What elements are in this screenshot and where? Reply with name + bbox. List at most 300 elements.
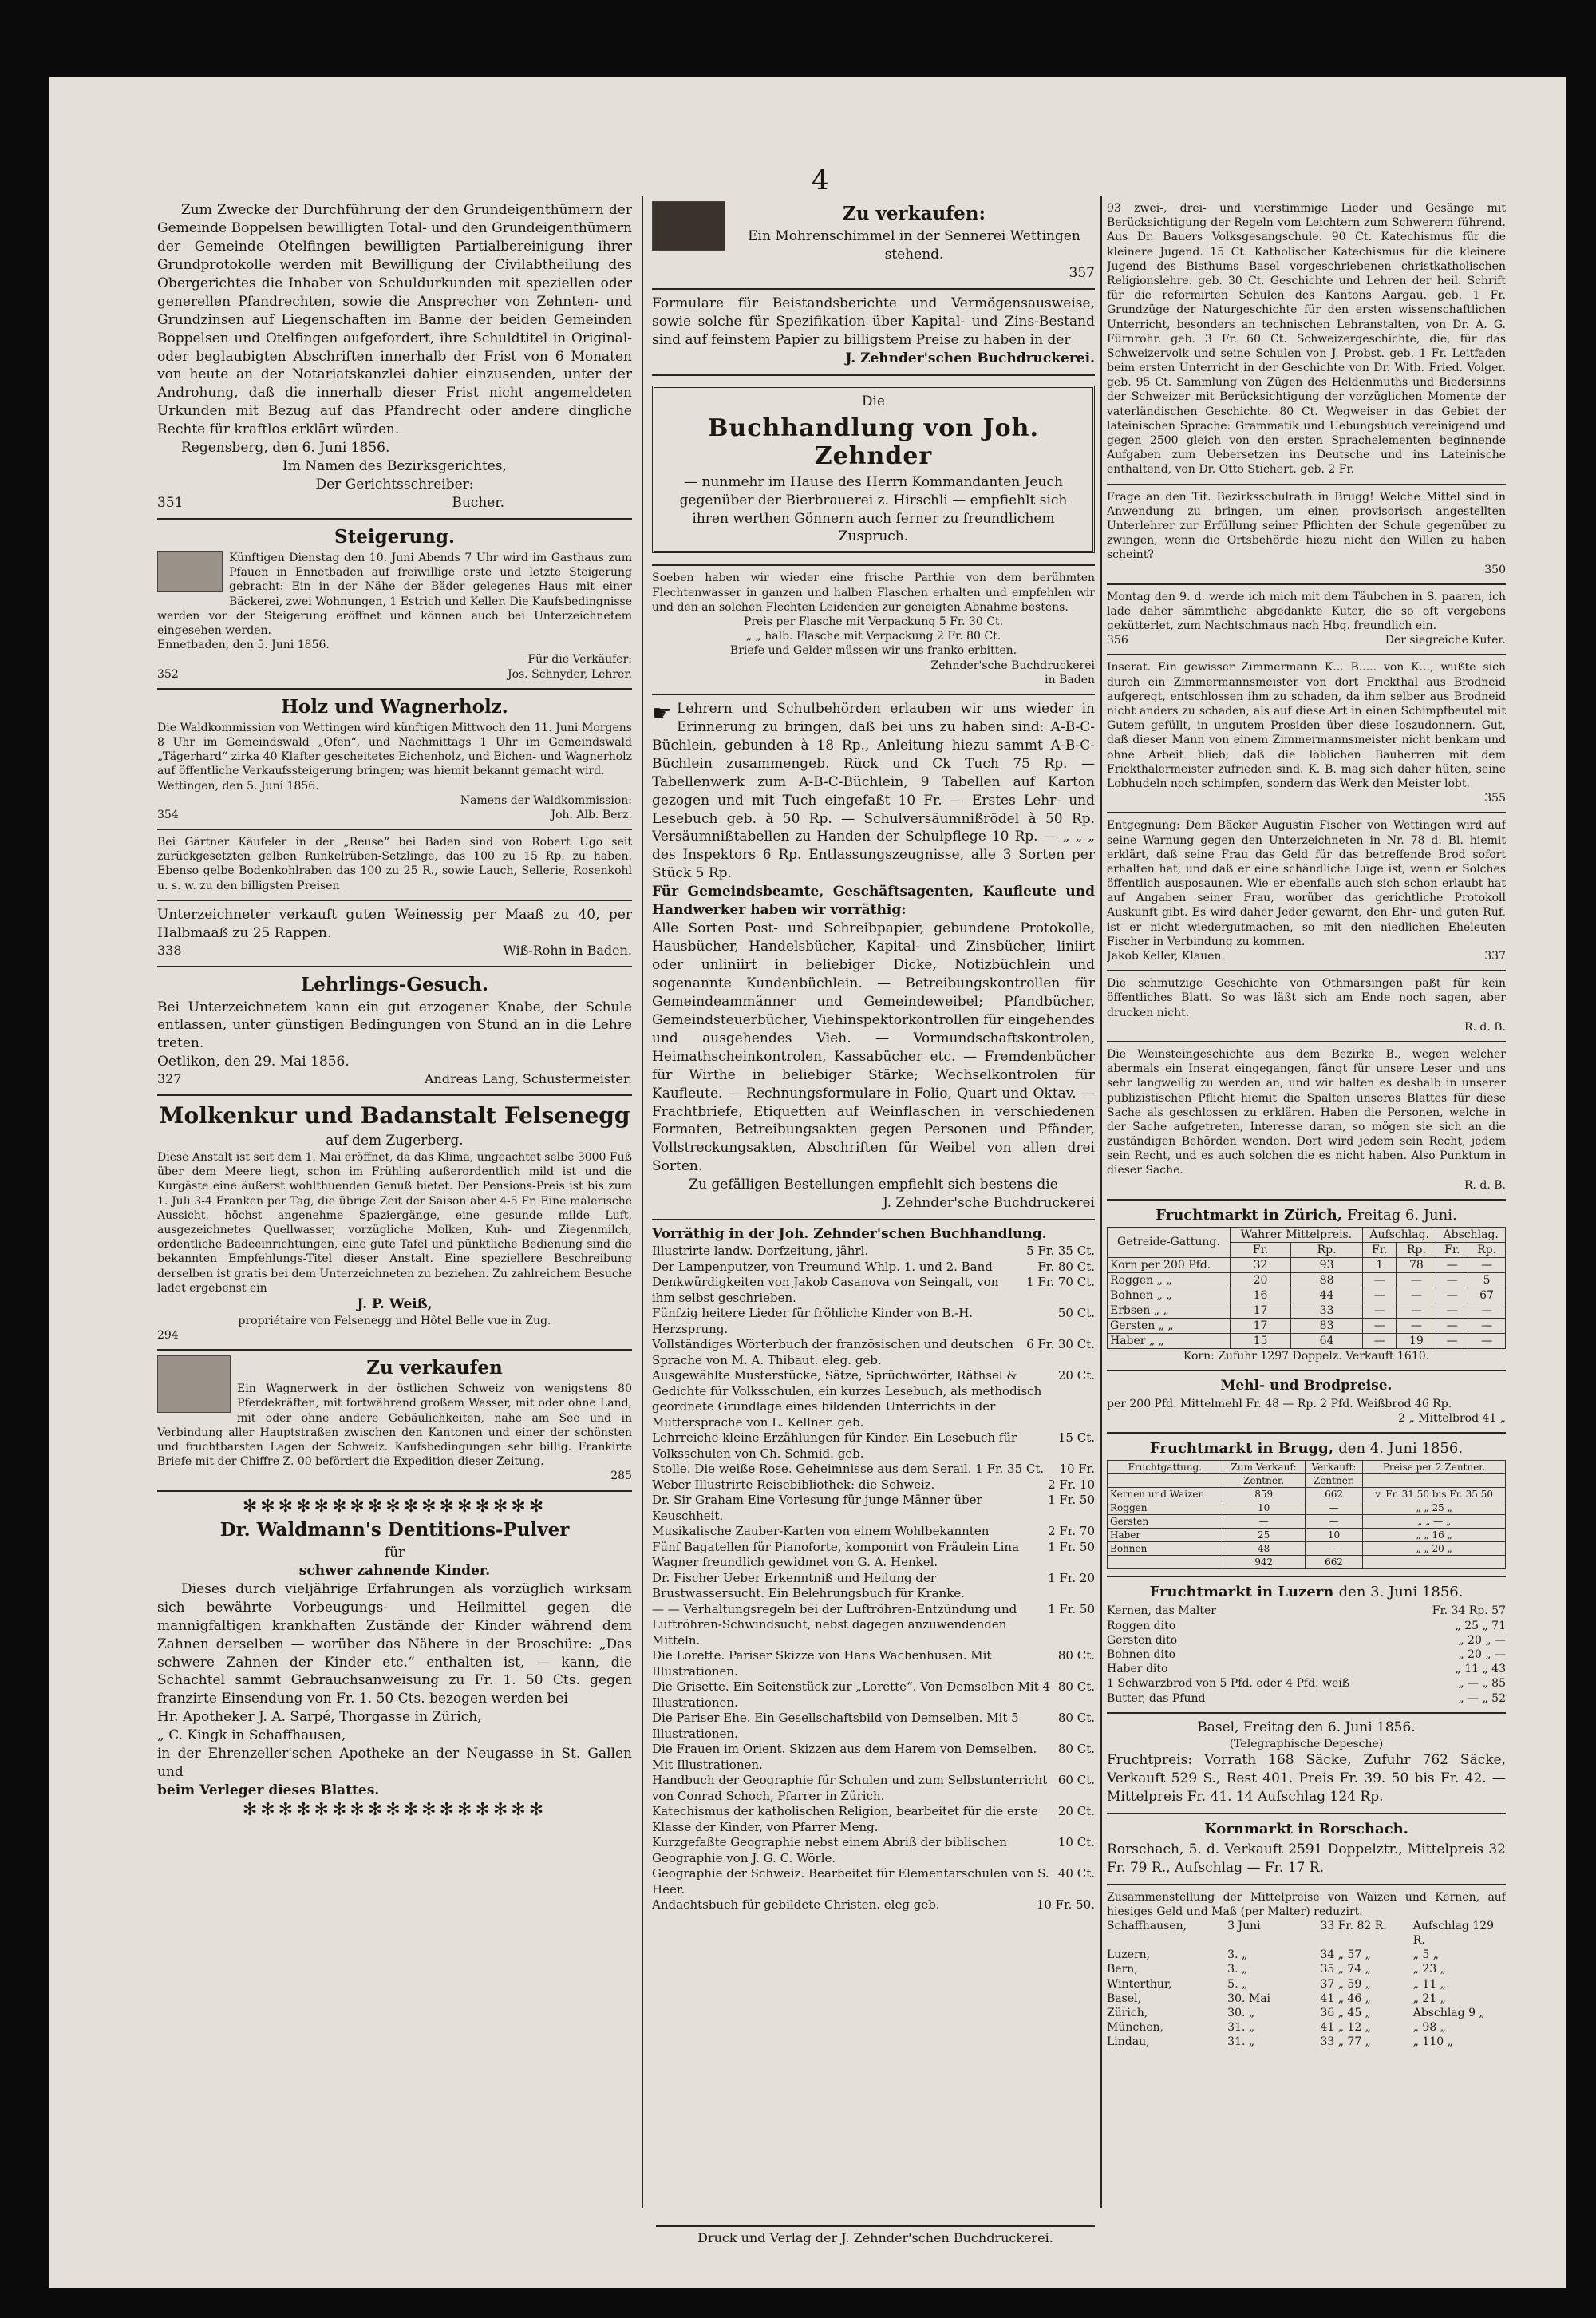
pointing-hand-icon: ☛ (652, 699, 673, 726)
book-title: Fünfzig heitere Lieder für fröhliche Kinder von B.-H. Herzsprung. (652, 1306, 974, 1336)
zusammen-cell: 41 „ 46 „ (1320, 1992, 1371, 2005)
holz-for: Namens der Waldkommission: (460, 793, 632, 807)
zuerich-cell: — (1396, 1272, 1436, 1288)
luzern-item: Bohnen dito (1107, 1648, 1175, 1661)
zusammen-row (1107, 1977, 1506, 1992)
luzern-row (1107, 1648, 1506, 1662)
zuerich-row (1108, 1333, 1506, 1348)
verkaufen-text: Ein Wagnerwerk in der östlichen Schweiz von wenigstens 80 Pferdekräften, mit fortwährend großem Wasser, mit oder ohne Land, mit oder ohne andere Gebäulichkeiten, nahe am See und in Verbindung aller Hauptstraßen zwischen den Kantonen und einer der schönsten und fruchtbarsten Lagen der Schweiz. Kaufsbedingungen sehr billig. Frankirte Briefe mit der Chiffre Z. 00 befördert die Expedition dieser Zeitung. (157, 1382, 632, 1469)
book-price: 2 Fr. 70 (1048, 1524, 1095, 1539)
holz-date: Wettingen, den 5. Juni 1856. (157, 779, 319, 793)
book-price: 80 Ct. (1057, 1711, 1095, 1726)
zusammen-cell: 41 „ 12 „ (1320, 2021, 1371, 2035)
essig-number: 338 (157, 942, 182, 958)
luzern-item: Haber dito (1107, 1663, 1168, 1676)
zusammen-cell: „ 110 „ (1412, 2035, 1453, 2049)
mehl-line1: per 200 Pfd. Mittelmehl Fr. 48 — Rp. 2 Pfd. Weißbrod 46 Rp. (1107, 1398, 1452, 1410)
brugg-cell: 25 (1223, 1529, 1305, 1542)
ad-entgegnung (1107, 813, 1506, 971)
zuerich-cell: — (1468, 1333, 1506, 1348)
luzern-item: Roggen dito (1107, 1619, 1176, 1632)
zusammen-cell: „ 98 „ (1412, 2021, 1446, 2035)
brugg-header-1: Zum Verkauf: (1223, 1461, 1305, 1474)
zusammen-cell: 3 Juni (1227, 1919, 1261, 1932)
ad-frage (1107, 485, 1506, 585)
basel-text: Fruchtpreis: Vorrath 168 Säcke, Zufuhr 762 Säcke, Verkauft 529 S., Rest 401. Preis Fr. 39. 50 bis Fr. 42. — Mittelpreis Fr. 41. 14 Aufschlag 124 Rp. (1107, 1751, 1506, 1805)
zuerich-cell: — (1436, 1333, 1468, 1348)
zuerich-zufuhr: Korn: Zufuhr 1297 Doppelz. Verkauft 1610. (1183, 1349, 1430, 1363)
zuerich-row (1108, 1288, 1506, 1303)
book-title: Illustrirte landw. Dorfzeitung, jährl. (652, 1244, 869, 1259)
book-item (652, 1430, 1095, 1462)
basel-sub: (Telegraphische Depesche) (1229, 1737, 1384, 1750)
weinstein-text: Die Weinsteingeschichte aus dem Bezirke B., wegen welcher abermals ein Inserat eingegangen, fängt für unsere Leser und uns sehr langweilig zu werden an, und wir halten es deshalb in unserer publizistischen Pflicht hiemit die Spalten unseres Blattes für diese Sache als geschlossen zu erklären. Haben die Personen, welche in der Sache aufgetreten, Interesse daran, so mögen sie sich an die zuständigen Behörden wenden. Dort wird jedem sein Recht, jedem sein Recht, und es auch solchen die es nicht haben. Also Punktum in dieser Sache. (1107, 1047, 1506, 1177)
mehl-line2: 2 „ Mittelbrod 41 „ (1398, 1412, 1506, 1426)
zusammen-cell: Zürich, (1107, 2007, 1148, 2019)
book-title: Kurzgefaßte Geographie nebst einem Abriß der biblischen Geographie von J. G. C. Wörle. (652, 1835, 1007, 1865)
flechten-text: Soeben haben wir wieder eine frische Parthie von dem berühmten Flechtenwasser in ganzen und halben Flaschen erhalten und empfehlen wir und den an solchen Flechten Leidenden zur geneigten Abnahme bestens. (652, 572, 1095, 614)
montag-text: Montag den 9. d. werde ich mich mit dem Täubchen in S. paaren, ich lade daher sämmtliche abgedankte Kuter, die so oft vergebens gekütterlet, zum Nachtschmaus nach Hbg. freundlich ein. (1107, 590, 1506, 633)
zuerich-row (1108, 1318, 1506, 1333)
verkaufen-title: Zu verkaufen (366, 1357, 503, 1379)
zuerich-subheader: Fr. (1436, 1242, 1468, 1257)
brugg-cell: 48 (1223, 1542, 1305, 1556)
zuerich-header-3: Abschlag. (1436, 1227, 1506, 1242)
brugg-cell: Haber (1108, 1529, 1223, 1542)
zuerich-cell: 83 (1291, 1318, 1363, 1333)
book-title: Musikalische Zauber-Karten von einem Wohlbekannten (652, 1524, 990, 1539)
molken-text: Diese Anstalt ist seit dem 1. Mai eröffnet, da das Klima, ungeachtet selbe 3000 Fuß über dem Meere liegt, schon im Frühling außerordentlich mild ist und die Kurgäste eine äußerst wohlthuenden Genuß bietet. Der Pensions-Preis ist bis zum 1. Juli 3-4 Franken per Tag, die übrige Zeit der Saison aber 4-5 Fr. Eine malerische Aussicht, höchst angenehme Spaziergänge, eine gesunde milde Luft, ausgezeichnetes Quellwasser, vorzügliche Molken, Kuh- und Ziegenmilch, ordentliche Badeeinrichtungen, eine gute Tafel und pünktliche Bedienung sind die bekannten Empfehlungs-Titel dieser Anstalt. Eine speziellere Beschreibung derselben ist gratis bei dem Unterzeichneten zu beziehen. Zu zahlreichem Besuche ladet ergebenst ein (157, 1151, 632, 1295)
zuerich-cell: — (1468, 1318, 1506, 1333)
zusammen-cell: 33 „ 77 „ (1320, 2035, 1371, 2049)
holz-number: 354 (157, 808, 179, 821)
zuerich-subheader: Rp. (1396, 1242, 1436, 1257)
brugg-date: den 4. Juni 1856. (1338, 1440, 1464, 1458)
zuerich-cell: — (1468, 1257, 1506, 1272)
zuerich-date: Freitag 6. Juni. (1347, 1206, 1457, 1224)
brugg-total: 662 (1305, 1556, 1363, 1569)
ornament-row-top: ✻✻✻✻✻✻✻✻✻✻✻✻✻✻✻✻✻ (242, 1496, 547, 1517)
book-item (652, 1462, 1095, 1477)
book-price: 50 Ct. (1057, 1306, 1095, 1321)
brugg-cell: „ „ — „ (1363, 1515, 1506, 1529)
molken-signer: J. P. Weiß, (357, 1295, 433, 1312)
zuerich-cell: Roggen „ „ (1108, 1272, 1231, 1288)
book-notices-text: 93 zwei-, drei- und vierstimmige Lieder und Gesänge mit Berücksichtigung der Regeln vom Leichtern zum Schwerern führend. Aus Dr. Bauers Volksgesangschule. 90 Ct. Katechismus für die kleinere Jugend. 15 Ct. Katholischer Katechismus für die kleinere Jugend des Bisthums Basel vorgeschriebenen christkatholischen Religionslehre. geb. 30 Ct. Geschichte und Lehren der heil. Schrift für die reformirten Schulen des Kantons Aargau. geb. 1 Fr. Grundzüge der Naturgeschichte für den ersten wissenschaftlichen Unterricht, besonders an technischen Lehranstalten, von Dr. A. G. Fürnrohr. geb. 3 Fr. 60 Ct. Schweizergeschichte, die, für das Schweizervolk und seine Schulen von J. Probst. geb. 1 Fr. Leitfaden beim ersten Unterricht in der Geschichte von Dr. With. Fried. Volger. geb. 95 Ct. Sammlung von Zügen des Heldenmuths und Biedersinns der Schweizer mit Berücksichtigung der vorzüglichen Momente der vaterländischen Geschichte. 80 Ct. Wegweiser in das Gebiet der lateinischen Sprache: Grammatik und Uebungsbuch vereinigend und gegen 2500 gleich von den ersten Sprachelementen beginnende Aufgaben zum Uebersetzen ins Deutsche und ins Lateinische enthaltend, von Dr. Otto Stichert. geb. 2 Fr. (1107, 202, 1506, 477)
book-item (652, 1540, 1095, 1571)
zusammen-row (1107, 1919, 1506, 1948)
zuerich-cell: 16 (1230, 1288, 1290, 1303)
zuerich-header-2: Aufschlag. (1362, 1227, 1436, 1242)
book-title: Die Lorette. Pariser Skizze von Hans Wachenhusen. Mit Illustrationen. (652, 1648, 992, 1679)
book-price: 1 Fr. 70 Ct. (1026, 1275, 1095, 1290)
book-title: Dr. Fischer Ueber Erkenntniß und Heilung der Brustwassersucht. Ein Belehrungsbuch für Kranke. (652, 1570, 965, 1601)
horse-title: Zu verkaufen: (843, 203, 986, 224)
zusammen-cell: 33 Fr. 82 R. (1320, 1919, 1387, 1932)
column-rule-left (642, 196, 643, 2208)
zuerich-cell: — (1362, 1318, 1396, 1333)
luzern-row (1107, 1604, 1506, 1618)
zuerich-cell: 64 (1291, 1333, 1363, 1348)
zuerich-cell: Haber „ „ (1108, 1333, 1231, 1348)
zusammen-row (1107, 1962, 1506, 1976)
buchhandlung-die: Die (861, 393, 886, 409)
book-list (652, 1244, 1095, 1913)
zuerich-cell: — (1362, 1288, 1396, 1303)
waldmann-dealer-2: „ C. Kingk in Schaffhausen, (157, 1727, 346, 1744)
notice-sig2: Der Gerichtsschreiber: (315, 477, 474, 493)
book-price: 5 Fr. 35 Ct. (1026, 1244, 1095, 1259)
zusammen-cell: 3. „ (1227, 1948, 1248, 1962)
book-price: 6 Fr. 30 Ct. (1026, 1337, 1095, 1352)
zusammen-cell: Winterthur, (1107, 1977, 1172, 1991)
ornament-row-bottom: ✻✻✻✻✻✻✻✻✻✻✻✻✻✻✻✻✻ (242, 1800, 547, 1821)
brugg-subheader: Zentner. (1223, 1474, 1305, 1488)
zuerich-cell: — (1436, 1288, 1468, 1303)
luzern-price: „ — „ 85 (1458, 1677, 1506, 1691)
brugg-cell: Roggen (1108, 1501, 1223, 1515)
luzern-price: Fr. 34 Rp. 57 (1432, 1604, 1506, 1618)
zuerich-cell: Gersten „ „ (1108, 1318, 1231, 1333)
book-item (652, 1835, 1095, 1866)
zuerich-cell: — (1468, 1303, 1506, 1318)
ad-weinstein (1107, 1042, 1506, 1201)
zusammen-row (1107, 2035, 1506, 2049)
buchhandlung-title: Buchhandlung von Joh. Zehnder (708, 413, 1039, 470)
brugg-cell: Bohnen (1108, 1542, 1223, 1556)
brugg-total-blank (1363, 1556, 1506, 1569)
book-price: 1 Fr. 50 (1048, 1601, 1095, 1616)
book-title: — — Verhaltungsregeln bei der Luftröhren-Entzündung und Luftröhren-Schwindsucht, nebst dagegen anzuwendenden Mitteln. (652, 1601, 1017, 1648)
book-title: Andachtsbuch für gebildete Christen. eleg geb. (652, 1897, 940, 1913)
book-price: 10 Ct. (1057, 1835, 1095, 1850)
book-title: Weber Illustrirte Reisebibliothek: die Schweiz. (652, 1477, 935, 1492)
zuerich-cell: 19 (1396, 1333, 1436, 1348)
book-item (652, 1493, 1095, 1524)
flechten-signer: Zehnder'sche Buchdruckerei (930, 659, 1095, 672)
brugg-subheader: Zentner. (1305, 1474, 1363, 1488)
lehrling-signer: Andreas Lang, Schustermeister. (424, 1071, 632, 1087)
book-title: Stolle. Die weiße Rose. Geheimnisse aus dem Serail. 1 Fr. 35 Ct. (652, 1462, 1045, 1477)
book-item (652, 1244, 1095, 1260)
zusammen-row (1107, 2006, 1506, 2020)
brugg-cell: 10 (1223, 1501, 1305, 1515)
ad-molkenkur (157, 1096, 632, 1351)
column-1 (157, 196, 632, 1827)
notice-grundprotokolle (157, 196, 632, 520)
schmutzige-signer: R. d. B. (1464, 1020, 1506, 1034)
zuerich-subheader: Rp. (1291, 1242, 1363, 1257)
market-basel (1107, 1714, 1506, 1814)
book-title: Der Lampenputzer, von Treumund Whlp. 1. und 2. Band (652, 1259, 993, 1274)
book-price: 80 Ct. (1057, 1679, 1095, 1695)
book-item (652, 1306, 1095, 1337)
zusammen-cell: 31. „ (1227, 2035, 1255, 2049)
entgegnung-signer: Jakob Keller, Klauen. (1107, 950, 1225, 963)
book-title: Denkwürdigkeiten von Jakob Casanova von Seingalt, von ihm selbst geschrieben. (652, 1275, 999, 1305)
luzern-list (1107, 1604, 1506, 1705)
luzern-row (1107, 1676, 1506, 1691)
book-price: 1 Fr. 50 (1048, 1493, 1095, 1508)
book-title: Vollständiges Wörterbuch der französischen und deutschen Sprache von M. A. Thibaut. eleg. geb. (652, 1337, 1013, 1367)
book-item (652, 1260, 1095, 1276)
book-title: Geographie der Schweiz. Bearbeitet für Elementarschulen von S. Heer. (652, 1866, 1049, 1897)
flechten-price1: Preis per Flasche mit Verpackung 5 Fr. 30 Ct. (743, 615, 1004, 628)
zuerich-cell: 32 (1230, 1257, 1290, 1272)
entgegnung-text: Entgegnung: Dem Bäcker Augustin Fischer von Wettingen wird auf seine Warnung gegen den Unterzeichneten in Nr. 78 d. Bl. hiemit erklärt, daß seine Frau das Geld für das betreffende Brod sofort erhalten hat, und daß er eine schändliche Lüge ist, wenn er Solches öffentlich ausposaunen. Wie er ebenfalls auch sich schon erlaubt hat auf Angaben seiner Frau, worüber das gerichtliche Protokoll Auskunft gibt. Es wird daher Jeder gewarnt, den Ehr- und guten Ruf, ist er nicht wiedergutmachen, so mit den niedlichen Eheleuten Fischer in Verbindung zu kommen. (1107, 819, 1506, 948)
brugg-row (1108, 1501, 1506, 1515)
zusammen-cell: 30. Mai (1227, 1992, 1271, 2005)
waldmann-for: für (384, 1544, 405, 1560)
ad-montag (1107, 585, 1506, 656)
zusammen-cell: 34 „ 57 „ (1320, 1948, 1371, 1962)
zuerich-cell: — (1396, 1303, 1436, 1318)
zuerich-row (1108, 1272, 1506, 1288)
book-title: Die Pariser Ehe. Ein Gesellschaftsbild von Demselben. Mit 5 Illustrationen. (652, 1711, 1019, 1741)
brugg-subheader-blank (1363, 1474, 1506, 1488)
zusammen-cell: Bern, (1107, 1963, 1138, 1976)
waldmann-dealer-3: in der Ehrenzeller'schen Apotheke an der Neugasse in St. Gallen und (157, 1746, 632, 1781)
brugg-cell: — (1305, 1542, 1363, 1556)
mehl-title: Mehl- und Brodpreise. (1220, 1378, 1393, 1394)
luzern-item: Gersten dito (1107, 1633, 1178, 1647)
zuerich-subheader: Fr. (1362, 1242, 1396, 1257)
flechten-place: in Baden (1045, 673, 1095, 686)
book-title: Die Grisette. Ein Seitenstück zur „Lorette“. Von Demselben Mit 4 Illustrationen. (652, 1679, 1051, 1710)
column-3 (1107, 196, 1506, 2056)
newspaper-page (49, 77, 1566, 2288)
zusammen-cell: 31. „ (1227, 2021, 1255, 2035)
holz-text: Die Waldkommission von Wettingen wird künftigen Mittwoch den 11. Juni Morgens 8 Uhr im Gemeindswald „Ofen“, und Nachmittags 1 Uhr im Gemeindswald „Tägerhard“ zirka 40 Klafter gescheitetes Eichenholz, und Eichen- und Wagnerholz auf öffentliche Verkaufssteigerung bringen; was hiemit bekannt gemacht wird. (157, 721, 632, 778)
ad-weinessig (157, 901, 632, 967)
book-price: 2 Fr. 10 (1048, 1477, 1095, 1492)
basel-title: Basel, Freitag den 6. Juni 1856. (1197, 1719, 1416, 1735)
waldmann-text: Dieses durch vieljährige Erfahrungen als vorzüglich wirksam sich bewährte Vorbeugungs- und Heilmittel gegen die mannigfaltigen krankhaften Zustände der Kinder während dem Zahnen derselben — worüber das Nähere in der Broschüre: „Das schwere Zahnen der Kinder etc.“ enthalten ist, — kann, die Schachtel sammt Gebrauchsanweisung zu Fr. 1. 50 Cts. gegen franzirte Einsendung von Fr. 1. 50 Cts. bezogen werden bei (157, 1580, 632, 1707)
brugg-cell: Kernen und Waizen (1108, 1488, 1223, 1501)
zuerich-cell: — (1396, 1288, 1436, 1303)
brugg-cell: „ „ 16 „ (1363, 1529, 1506, 1542)
house-icon (157, 551, 223, 592)
zuerich-header-0: Getreide-Gattung. (1108, 1227, 1231, 1257)
inserat-text: Inserat. Ein gewisser Zimmermann K... B..... von K..., wußte sich durch ein Zimmermannsmeister von dort Frickthal aus Brodneid aufgeregt, entschlossen ihm zu schaden, da ihm selber aus Brodneid nicht anders zu schaden, als auf diese Art in einen Schimpfbeutel mit Gutem gefüllt, in ungutem Prosiden über diese Ioszudonnern. Gut, daß dieser Mann von einem Zimmermannsmeister nicht benkam und ohne Arbeit blieb; daß die löblichen Bauherren mit dem Frickthalermeister zufrieden sind. K. B. mag sich daher hüten, seine Lobhudeln noch schimpfen, sondern das Werk den Meister lobt. (1107, 661, 1506, 790)
brugg-header-2: Verkauft: (1305, 1461, 1363, 1474)
horse-number: 357 (1069, 264, 1095, 281)
zuerich-cell: 15 (1230, 1333, 1290, 1348)
weinstein-signer: R. d. B. (1464, 1178, 1506, 1192)
zuerich-row (1108, 1303, 1506, 1318)
gaertner-text: Bei Gärtner Käufeler in der „Reuse“ bei Baden sind von Robert Ugo seit zurückgesetzten gelben Runkelrüben-Setzlinge, das 100 zu 15 Rp. zu haben. Ebenso gelbe Bodenkohlraben das 100 zu 25 R., sowie Lauch, Sellerie, Rosenkohl u. s. w. zu den billigsten Preisen (157, 836, 632, 892)
zuerich-cell: — (1362, 1272, 1396, 1288)
market-luzern (1107, 1577, 1506, 1713)
zuerich-subheader: Fr. (1230, 1242, 1290, 1257)
book-item (652, 1524, 1095, 1540)
brugg-cell: — (1305, 1501, 1363, 1515)
ad-gaertner (157, 830, 632, 901)
zusammen-cell: Schaffhausen, (1107, 1919, 1187, 1932)
luzern-price: „ 20 „ — (1458, 1648, 1506, 1661)
steigerung-for: Für die Verkäufer: (527, 653, 632, 667)
printer-footer: Druck und Verlag der J. Zehnder'schen Buchdruckerei. (656, 2225, 1095, 2245)
book-title: Die Frauen im Orient. Skizzen aus dem Harem von Demselben. Mit Illustrationen. (652, 1742, 1037, 1772)
book-item (652, 1742, 1095, 1773)
notice-date: Regensberg, den 6. Juni 1856. (181, 440, 390, 457)
book-price: 1 Fr. 50 (1048, 1539, 1095, 1554)
horse-icon (652, 201, 725, 251)
ad-flechtenwasser (652, 566, 1095, 695)
zusammen-title: Zusammenstellung der Mittelpreise von Waizen und Kernen, auf hiesiges Geld und Maß (per Malter) reduzirt. (1107, 1890, 1506, 1918)
rorschach-text: Rorschach, 5. d. Verkauft 2591 Doppelztr., Mittelpreis 32 Fr. 79 R., Aufschlag — Fr. 17 R. (1107, 1841, 1506, 1876)
holz-title: Holz und Wagnerholz. (281, 695, 508, 718)
buchhandlung-frame (652, 386, 1095, 554)
ad-horse (652, 196, 1095, 290)
luzern-row (1107, 1633, 1506, 1648)
lehrern-text: Lehrern und Schulbehörden erlauben wir uns wieder in Erinnerung zu bringen, daß bei uns zu haben sind: A-B-C-Büchlein, gebunden à 18 Rp., Anleitung hiezu sammt A-B-C-Büchlein zusammengeb. Rück und Ck Tuch 75 Rp. — Tabellenwerk zum A-B-C-Büchlein, 9 Tabellen auf Karton gezogen und mit Tuch eingefaßt 10 Fr. — Erstes Lehr- und Lesebuch geb. à 50 Rp. — Schulversäumnißrödel à 50 Rp. Versäumnißtabellen zu Handen der Schulpflege 10 Rp. — „ „ „ des Inspektors 6 Rp. Entlassungszeugnisse, alle 3 Sorten per Stück 5 Rp. (652, 700, 1095, 882)
zusammen-cell: 3. „ (1227, 1963, 1248, 1976)
molken-number: 294 (157, 1329, 179, 1342)
brugg-totals-row (1108, 1556, 1506, 1569)
ad-holz (157, 690, 632, 830)
book-title: Handbuch der Geographie für Schulen und zum Selbstunterricht von Conrad Schoch, Pfarrer in Zürich. (652, 1773, 1048, 1803)
ad-lehrern (652, 695, 1095, 1220)
brugg-cell: — (1223, 1515, 1305, 1529)
vorraethig-intro: Vorräthig in der Joh. Zehnder'schen Buchhandlung. (652, 1226, 1047, 1243)
book-title: Lehrreiche kleine Erzählungen für Kinder. Ein Lesebuch für Volksschulen von Ch. Schmid. geb. (652, 1430, 1017, 1461)
book-price: 20 Ct. (1057, 1368, 1095, 1383)
entgegnung-number: 337 (1484, 950, 1506, 963)
luzern-row (1107, 1619, 1506, 1633)
zusammen-row (1107, 1948, 1506, 1962)
brugg-subheader-blank (1108, 1474, 1223, 1488)
brugg-row (1108, 1542, 1506, 1556)
luzern-price: „ 20 „ — (1458, 1633, 1506, 1647)
zusammen-row (1107, 2020, 1506, 2035)
brugg-total: 942 (1223, 1556, 1305, 1569)
book-price: 80 Ct. (1057, 1648, 1095, 1663)
ad-waldmann (157, 1492, 632, 1828)
lehrern-signer: J. Zehnder'sche Buchdruckerei (883, 1195, 1095, 1212)
luzern-item: Butter, das Pfund (1107, 1691, 1206, 1705)
book-item (652, 1337, 1095, 1368)
factory-icon (157, 1355, 231, 1413)
book-item (652, 1602, 1095, 1649)
lehrern-bold: Für Gemeindsbeamte, Geschäftsagenten, Kaufleute und Handwerker haben wir vorräthig: (652, 884, 1095, 919)
ad-buchhandlung (652, 376, 1095, 567)
horse-text: Ein Mohrenschimmel in der Sennerei Wettingen stehend. (748, 228, 1080, 263)
brugg-header-3: Preise per 2 Zentner. (1363, 1461, 1506, 1474)
zuerich-cell: 33 (1291, 1303, 1363, 1318)
brugg-table (1107, 1460, 1506, 1569)
lehrern-closing: Zu gefälligen Bestellungen empfiehlt sich bestens die (689, 1177, 1058, 1193)
brugg-cell: Gersten (1108, 1515, 1223, 1529)
zuerich-header-1: Wahrer Mittelpreis. (1230, 1227, 1362, 1242)
molken-title: Molkenkur und Badanstalt Felsenegg (159, 1102, 630, 1129)
book-title: Ausgewählte Musterstücke, Sätze, Sprüchwörter, Räthsel & Gedichte für Volksschulen, ein kurzes Lesebuch, als methodisch geordnete Grundlage eines bildenden Unterrichts in der Muttersprache von L. Kellner. geb. (652, 1368, 1042, 1430)
zuerich-cell: Erbsen „ „ (1108, 1303, 1231, 1318)
zuerich-cell: 67 (1468, 1288, 1506, 1303)
steigerung-date: Ennetbaden, den 5. Juni 1856. (157, 639, 330, 652)
page-number: 4 (812, 164, 829, 196)
zuerich-row (1108, 1257, 1506, 1272)
brugg-cell: 859 (1223, 1488, 1305, 1501)
book-item (652, 1275, 1095, 1306)
book-item (652, 1804, 1095, 1835)
book-item (652, 1711, 1095, 1742)
rorschach-title: Kornmarkt in Rorschach. (1204, 1820, 1408, 1837)
verkaufen-number: 285 (610, 1470, 632, 1483)
brugg-cell: 662 (1305, 1488, 1363, 1501)
book-price: 1 Fr. 20 (1048, 1570, 1095, 1585)
brugg-row (1108, 1529, 1506, 1542)
brugg-total-blank (1108, 1556, 1223, 1569)
book-item (652, 1571, 1095, 1602)
book-item (652, 1773, 1095, 1804)
ad-lehrling (157, 967, 632, 1097)
ad-formulare (652, 290, 1095, 376)
book-title: Katechismus der katholischen Religion, bearbeitet für die erste Klasse der Kinder, von Pfarrer Meng. (652, 1804, 1038, 1834)
formulare-signer: J. Zehnder'schen Buchdruckerei. (845, 350, 1095, 366)
buchhandlung-text: — nunmehr im Hause des Herrn Kommandanten Jeuch gegenüber der Bierbrauerei z. Hirschli — empfiehlt sich ihren werthen Gönnern auch ferner zu freundlichem Zuspruch. (679, 473, 1068, 545)
book-item (652, 1897, 1095, 1913)
waldmann-sub: schwer zahnende Kinder. (298, 1562, 491, 1579)
steigerung-title: Steigerung. (334, 526, 455, 548)
notice-text: Zum Zwecke der Durchführung der den Grundeigenthümern der Gemeinde Boppelsen bewilligten Total- und den Grundeigenthümern der Gemeinde Otelfingen bewilligten Partialbereinigung ihrer Grundprotokolle werden mit Bewilligung der Civilabtheilung des Obergerichtes die Inhaber von Schuldurkunden mit speziellen oder generellen Pfandrechten, sowie die Ansprecher von Zehnten- und Grundzinsen auf Liegenschaften im Banne der beiden Gemeinden Boppelsen und Otelfingen aufgefordert, ihre Schuldtitel in Original- oder beglaubigten Abschriften innerhalb der Frist von 6 Monaten von heute an der Notariatskanzlei dahier einzusenden, unter der Androhung, daß die innerhalb dieser Frist nicht angemeldeten Urkunden mit Bezug auf das Pfandrecht oder andere dingliche Rechte für kraftlos erklärt würden. (157, 202, 632, 438)
luzern-row (1107, 1691, 1506, 1706)
zuerich-subheader: Rp. (1468, 1242, 1506, 1257)
brugg-cell: — (1305, 1515, 1363, 1529)
steigerung-text: Künftigen Dienstag den 10. Juni Abends 7 Uhr wird im Gasthaus zum Pfauen in Ennetbaden auf freiwillige erste und letzte Steigerung gebracht: Ein in der Nähe der Bäder gelegenes Haus mit einer Bäckerei, zwei Wohnungen, 1 Estrich und Keller. Die Kaufsbedingnisse werden vor der Steigerung eröffnet und können auch bei Unterzeichnetem eingesehen werden. (157, 552, 632, 638)
frage-number: 350 (1484, 563, 1506, 576)
waldmann-dealer-4: beim Verleger dieses Blattes. (157, 1782, 380, 1799)
flechten-price2: „ „ halb. Flasche mit Verpackung 2 Fr. 80 Ct. (745, 630, 1001, 643)
luzern-price: „ 25 „ 71 (1455, 1619, 1506, 1632)
zusammen-cell: Luzern, (1107, 1948, 1151, 1962)
zuerich-title: Fruchtmarkt in Zürich, (1156, 1206, 1342, 1224)
market-brugg (1107, 1434, 1506, 1577)
molken-role: propriétaire von Felsenegg und Hôtel Belle vue in Zug. (238, 1314, 551, 1327)
brugg-cell: 10 (1305, 1529, 1363, 1542)
column-rule-right (1100, 196, 1102, 2208)
montag-number: 356 (1107, 634, 1128, 647)
book-price: 60 Ct. (1057, 1773, 1095, 1788)
zuerich-cell: Bohnen „ „ (1108, 1288, 1231, 1303)
zusammen-cell: 5. „ (1227, 1977, 1248, 1991)
book-item (652, 1368, 1095, 1430)
ad-steigerung (157, 520, 632, 690)
lehrling-number: 327 (157, 1071, 182, 1087)
zuerich-cell: — (1362, 1303, 1396, 1318)
zuerich-cell: 5 (1468, 1272, 1506, 1288)
zusammen-cell: Abschlag 9 „ (1412, 2007, 1485, 2019)
zusammen-cell: „ 21 „ (1412, 1992, 1446, 2005)
steigerung-signer: Jos. Schnyder, Lehrer. (508, 667, 632, 681)
column-2 (652, 196, 1095, 1920)
book-notices (1107, 196, 1506, 485)
inserat-number: 355 (1484, 792, 1506, 805)
notice-sig1: Im Namen des Bezirksgerichtes, (282, 458, 507, 475)
formulare-text: Formulare für Beistandsberichte und Vermögensausweise, sowie solche für Spezifikation über Kapital- und Zins-Bestand sind auf feinstem Papier zu billigstem Preise zu haben in der (652, 295, 1095, 348)
zuerich-cell: 78 (1396, 1257, 1436, 1272)
zusammen-cell: Basel, (1107, 1992, 1142, 2005)
ad-vorraethig (652, 1220, 1095, 1919)
book-title: Dr. Sir Graham Eine Vorlesung für junge Männer über Keuschheit. (652, 1493, 982, 1523)
zuerich-cell: 44 (1291, 1288, 1363, 1303)
book-title: Fünf Bagatellen für Pianoforte, komponirt von Fräulein Lina Wagner freundlich gewidmet von G. A. Henkel. (652, 1539, 1020, 1570)
zusammen-cell: „ 5 „ (1412, 1948, 1440, 1962)
ad-zu-verkaufen-wagnerwerk (157, 1351, 632, 1491)
zuerich-cell: — (1436, 1272, 1468, 1288)
holz-signer: Joh. Alb. Berz. (551, 808, 632, 821)
essig-text: Unterzeichneter verkauft guten Weinessig per Maaß zu 40, per Halbmaaß zu 25 Rappen. (157, 906, 632, 941)
